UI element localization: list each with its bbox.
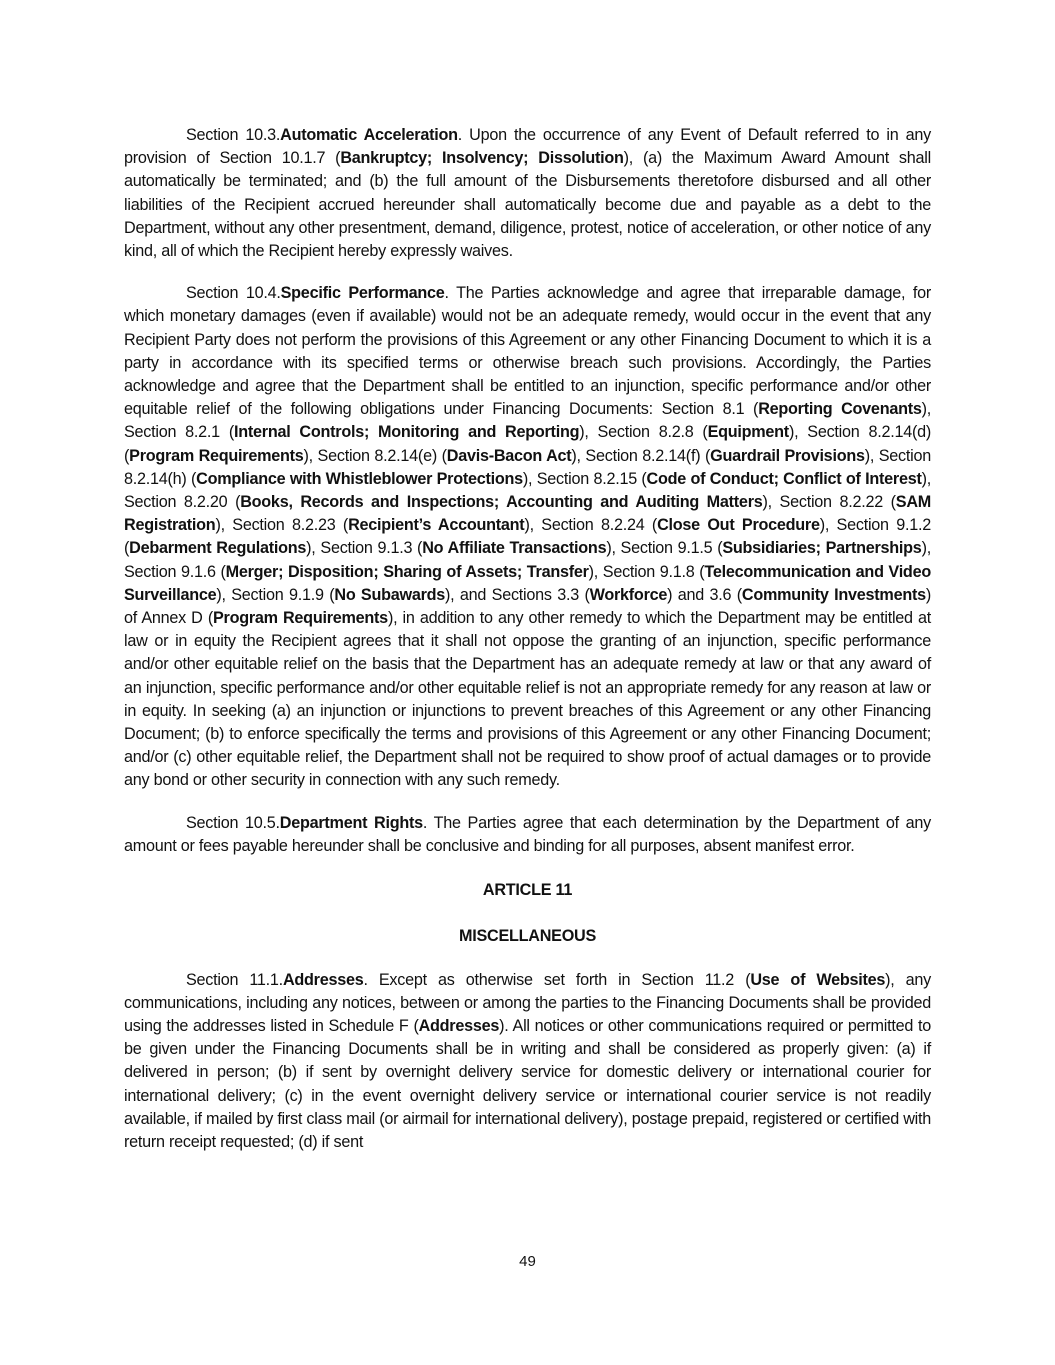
bold-term: Internal Controls; Monitoring and Reporting [234,423,580,442]
bold-term: SAM Registration [124,493,931,535]
bold-term: Close Out Procedure [657,516,820,535]
bold-term: Merger; Disposition; Sharing of Assets; Transfer [225,562,589,581]
bold-term: Debarment Regulations [129,539,307,558]
bold-term: Addresses [418,1016,500,1035]
bold-term: Books, Records and Inspections; Accounting and Auditing Matters [240,493,763,512]
bold-term: Workforce [589,585,668,604]
bold-term: Specific Performance [280,284,445,303]
document-page [124,124,931,1154]
bold-term: Telecommunication and Video Surveillance [124,562,931,604]
page-number: 49 [519,1253,536,1270]
bold-term: Subsidiaries; Partnerships [722,539,922,558]
bold-term: Use of Websites [750,970,886,989]
section-10-3-paragraph: Section 10.3.Automatic Acceleration. Upon the occurrence of any Event of Default referred to in any provision of Section 10.1.7 (Bankruptcy; Insolvency; Dissolution), (a) the Maximum Award Amount shall automatically be terminated; and (b) the full amount of the Disbursements theretofore disbursed and all other liabilities of the Recipient accrued hereunder shall automatically become due and payable as a debt to the Department, without any other presentment, demand, diligence, protest, notice of acceleration, or other notice of any kind, all of which the Recipient hereby expressly waives. [124,126,931,261]
bold-term: Program Requirements [129,446,304,465]
bold-term: Automatic Acceleration [280,126,458,144]
section-10-4-paragraph: Section 10.4.Specific Performance. The Parties acknowledge and agree that irreparable damage, for which monetary damages (even if available) would not be an adequate remedy, would occur in the event that any Recipient Party does not perform the provisions of this Agreement or any other Financing Document to which it is a party in accordance with its specified terms or otherwise breach such provisions. Accordingly, the Parties acknowledge and agree that the Department shall be entitled to an injunction, specific performance and/or other equitable relief of the following obligations under Financing Documents: Section 8.1 (Reporting Covenants), Section 8.2.1 (Internal Controls; Monitoring and Reporting), Section 8.2.8 (Equipment), Section 8.2.14(d) (Program Requirements), Section 8.2.14(e) (Davis-Bacon Act), Section 8.2.14(f) (Guardrail Provisions), Section 8.2.14(h) (Compliance with Whistleblower Protections), Section 8.2.15 (Code of Conduct; Conflict of Interest), Section 8.2.20 (Books, Records and Inspections; Accounting and Auditing Matters), Section 8.2.22 (SAM Registration), Section 8.2.23 (Recipient’s Accountant), Section 8.2.24 (Close Out Procedure), Section 9.1.2 (Debarment Regulations), Section 9.1.3 (No Affiliate Transactions), Section 9.1.5 (Subsidiaries; Partnerships), Section 9.1.6 (Merger; Disposition; Sharing of Assets; Transfer), Section 9.1.8 (Telecommunication and Video Surveillance), Section 9.1.9 (No Subawards), and Sections 3.3 (Workforce) and 3.6 (Community Investments) of Annex D (Program Requirements), in addition to any other remedy to which the Department may be entitled at law or in equity the Recipient agrees that it shall not oppose the granting of an injunction, specific performance and/or other equitable relief on the basis that the Department has an adequate remedy at law or that any award of an injunction, specific performance and/or other equitable relief is not an appropriate remedy for any reason at law or in equity. In seeking (a) an injunction or injunctions to prevent breaches of this Agreement or any other Financing Document; (b) to enforce specifically the terms and provisions of this Agreement or any other Financing Document; and/or (c) other equitable relief, the Department shall not be required to show proof of actual damages or to provide any bond or other security in connection with any such remedy. [124,284,932,790]
bold-term: Equipment [707,423,789,442]
bold-term: Davis-Bacon Act [446,446,572,465]
bold-term: Compliance with Whistleblower Protections [196,469,523,488]
bold-term: No Subawards [334,585,446,604]
bold-term: Bankruptcy; Insolvency; Dissolution [340,149,624,168]
bold-term: Community Investments [741,585,926,604]
bold-term: Addresses [282,970,364,989]
bold-term: Reporting Covenants [758,400,922,419]
article-title: MISCELLANEOUS [458,927,597,946]
bold-term: No Affiliate Transactions [422,539,607,558]
section-11-1-paragraph: Section 11.1.Addresses. Except as otherwise set forth in Section 11.2 (Use of Websites), any communications, including any notices, between or among the parties to the Financing Documents shall be provided using the addresses listed in Schedule F (Addresses). All notices or other communications required or permitted to be given under the Financing Documents shall be in writing and shall be considered as properly given: (a) if delivered in person; (b) if sent by overnight delivery service for domestic delivery or international courier for international delivery; (c) in the event overnight delivery service or international courier service is not readily available, if mailed by first class mail (or airmail for international delivery), postage prepaid, registered or certified with return receipt requested; (d) if sent [124,970,931,1151]
section-10-5-paragraph: Section 10.5.Department Rights. The Parties agree that each determination by the Department of any amount or fees payable hereunder shall be conclusive and binding for all purposes, absent manifest error. [124,813,931,855]
bold-term: Guardrail Provisions [710,446,865,465]
bold-term: Department Rights [279,813,423,832]
bold-term: Program Requirements [212,609,388,628]
bold-term: Recipient’s Accountant [348,516,525,535]
article-heading: ARTICLE 11 [482,881,573,900]
bold-term: Code of Conduct; Conflict of Interest [646,469,922,488]
